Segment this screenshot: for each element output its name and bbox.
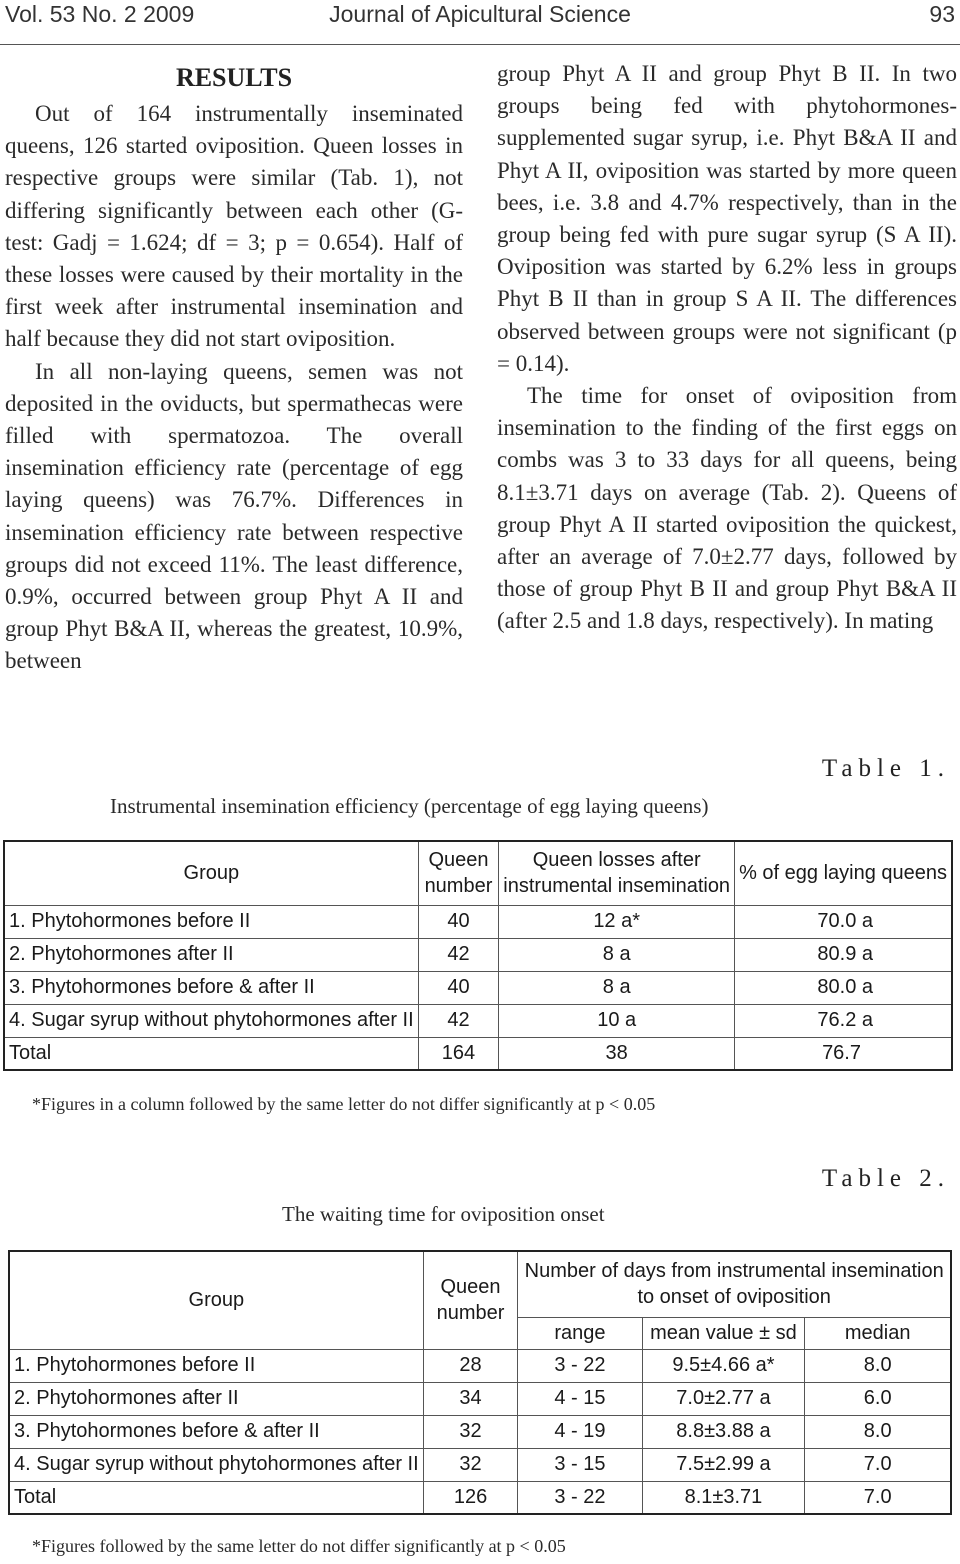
col-header-median: median [805,1317,951,1349]
paragraph: In all non-laying queens, semen was not deposited in the oviducts, but spermathecas were filled with spermatozoa. The overall insemination efficiency rate (percentage of egg laying queens) was 76.7%. Differences in insemination efficiency rate between respective groups did not exceed 11%. The least difference, 0.9%, occurred between group Phyt A II and group Phyt B&A II, whereas the greatest, 10.9%, between [5,358,463,674]
col-header-queen-number: Queen number [423,1251,518,1349]
table2-label: Table 2. [821,1165,950,1192]
cell-range: 4 - 19 [518,1415,642,1448]
table-row [4,1004,952,1037]
cell-group: 2. Phytohormones after II [4,938,418,971]
col-header-mean: mean value ± sd [642,1317,805,1349]
table1-header-row [4,841,952,905]
cell-group: Total [9,1481,423,1514]
cell-group: 1. Phytohormones before II [4,905,418,938]
cell-queens: 32 [423,1448,518,1481]
cell-mean: 7.0±2.77 a [642,1382,805,1415]
cell-losses: 38 [499,1037,735,1070]
table1 [3,840,953,1071]
right-column [497,58,957,638]
cell-median: 8.0 [805,1415,951,1448]
cell-queens: 28 [423,1349,518,1382]
cell-losses: 12 a* [499,905,735,938]
cell-range: 3 - 22 [518,1481,642,1514]
cell-pct: 76.2 a [735,1004,952,1037]
cell-median: 7.0 [805,1448,951,1481]
cell-queens: 42 [418,938,499,971]
cell-losses: 8 a [499,971,735,1004]
table2-footnote: *Figures followed by the same letter do not differ significantly at p < 0.05 [32,1536,566,1556]
cell-pct: 70.0 a [735,905,952,938]
section-title: RESULTS [175,63,293,92]
left-column [5,58,463,678]
table-row-total [4,1037,952,1070]
cell-mean: 8.1±3.71 [642,1481,805,1514]
paragraph: Out of 164 instrumentally inseminated queens, 126 started oviposition. Queen losses in respective groups were similar (Tab. 1), not differing significantly between each other (G-test: Gadj = 1.624; df = 3; p = 0.654). Half of these losses were caused by their mortality in the first week after instrumental insemination and half because they did not start oviposition. [5,101,463,352]
cell-queens: 42 [418,1004,499,1037]
cell-mean: 7.5±2.99 a [642,1448,805,1481]
table-row [9,1448,951,1481]
table1-footnote: *Figures in a column followed by the same letter do not differ significantly at p < 0.05 [32,1094,656,1114]
cell-losses: 10 a [499,1004,735,1037]
journal-title: Journal of Apicultural Science [329,1,631,27]
cell-queens: 164 [418,1037,499,1070]
col-header-range: range [518,1317,642,1349]
col-header-queen-number: Queen number [418,841,499,905]
cell-pct: 76.7 [735,1037,952,1070]
cell-median: 7.0 [805,1481,951,1514]
col-header-days: Number of days from instrumental insemination to onset of oviposition [518,1251,951,1317]
paragraph: The time for onset of oviposition from insemination to the finding of the first eggs on combs was 3 to 33 days for all queens, being 8.1±3.71 days on average (Tab. 2). Queens of group Phyt A II started oviposition the quickest, after an average of 7.0±2.77 days, followed by those of group Phyt B II and group Phyt B&A II (after 2.5 and 1.8 days, respectively). In mating [497,383,957,634]
table2-caption: The waiting time for oviposition onset [282,1202,605,1226]
cell-queens: 126 [423,1481,518,1514]
cell-range: 4 - 15 [518,1382,642,1415]
table2 [8,1250,952,1515]
table-row [9,1382,951,1415]
cell-group: 3. Phytohormones before & after II [9,1415,423,1448]
paragraph: group Phyt A II and group Phyt B II. In two groups being fed with phytohormones-supplemented sugar syrup, i.e. Phyt B&A II and Phyt A II, oviposition was started by more queen bees, i.e. 3.8 and 4.7% respectively, than in the group being fed with pure sugar syrup (S A II). Oviposition was started by 6.2% less in groups Phyt B II than in group S A II. The differences observed between groups were not significant (p = 0.14). [497,61,957,376]
table-row [4,938,952,971]
table-row-total [9,1481,951,1514]
table-row [9,1415,951,1448]
cell-range: 3 - 22 [518,1349,642,1382]
col-header-egg-laying: % of egg laying queens [735,841,952,905]
cell-pct: 80.9 a [735,938,952,971]
cell-group: Total [4,1037,418,1070]
cell-group: 4. Sugar syrup without phytohormones after II [9,1448,423,1481]
col-header-group: Group [4,841,418,905]
cell-group: 2. Phytohormones after II [9,1382,423,1415]
page-number: 93 [929,1,955,27]
cell-queens: 32 [423,1415,518,1448]
col-header-queen-losses: Queen losses after instrumental insemination [499,841,735,905]
cell-queens: 34 [423,1382,518,1415]
table-row [4,971,952,1004]
table1-caption: Instrumental insemination efficiency (percentage of egg laying queens) [110,794,709,818]
cell-queens: 40 [418,905,499,938]
table-row [4,905,952,938]
cell-group: 1. Phytohormones before II [9,1349,423,1382]
cell-group: 3. Phytohormones before & after II [4,971,418,1004]
cell-median: 6.0 [805,1382,951,1415]
cell-pct: 80.0 a [735,971,952,1004]
volume-info: Vol. 53 No. 2 2009 [5,1,195,27]
cell-median: 8.0 [805,1349,951,1382]
cell-queens: 40 [418,971,499,1004]
table2-header-row [9,1251,951,1317]
running-header [5,0,955,30]
col-header-group: Group [9,1251,423,1349]
cell-group: 4. Sugar syrup without phytohormones after II [4,1004,418,1037]
table1-label: Table 1. [821,755,950,782]
header-rule [0,44,960,45]
cell-mean: 9.5±4.66 a* [642,1349,805,1382]
table-row [9,1349,951,1382]
cell-mean: 8.8±3.88 a [642,1415,805,1448]
cell-losses: 8 a [499,938,735,971]
cell-range: 3 - 15 [518,1448,642,1481]
